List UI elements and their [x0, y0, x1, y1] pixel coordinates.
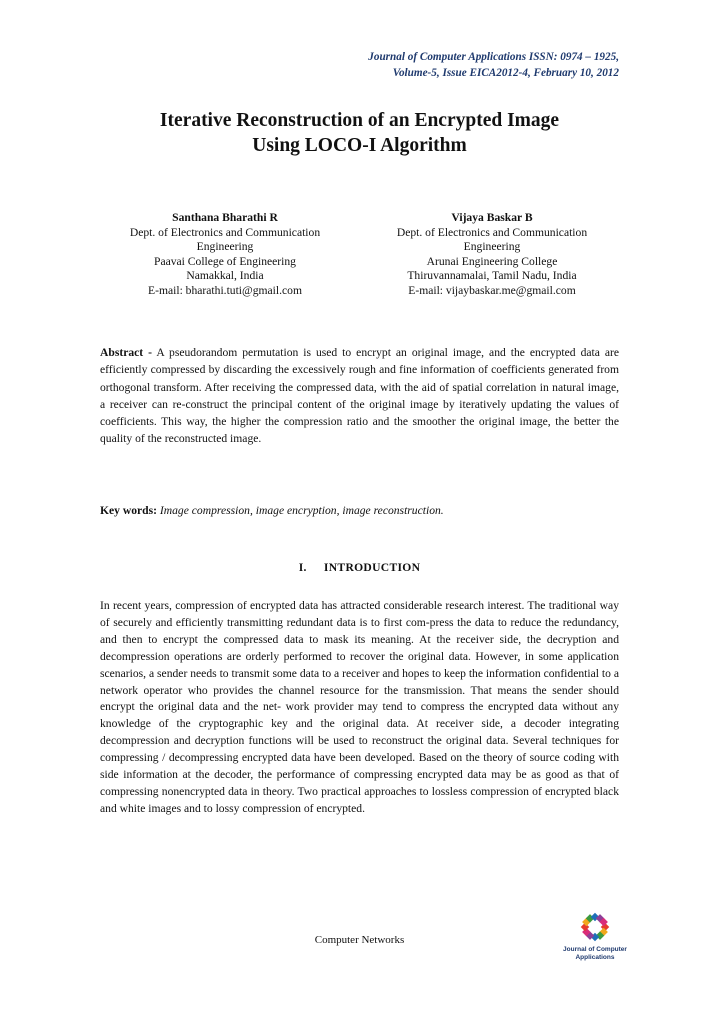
author-block-1 — [105, 211, 345, 299]
paper-title — [100, 108, 619, 158]
author-name: Santhana Bharathi R — [172, 211, 278, 224]
author-location: Thiruvannamalai, Tamil Nadu, India — [407, 269, 577, 283]
author-dept-cont: Engineering — [463, 240, 521, 254]
journal-issn-line: Journal of Computer Applications ISSN: 0974 – 1925, — [368, 51, 619, 63]
author-email: E-mail: vijaybaskar.me@gmail.com — [408, 283, 576, 297]
abstract-label: Abstract - — [100, 346, 152, 359]
intro-paragraph: In recent years, compression of encrypted data has attracted considerable research interest. The traditional way of securely and efficiently transmitting redundant data is to first com-press the data to reduce the redundancy, and then to encrypt the compressed data to mask its meaning. At the receiver side, the decryption and decompression operations are orderly performed to recover the original data. However, in some application scenarios, a sender needs to transmit some data to a receiver and hopes to keep the information confidential to a network operator who provides the channel resource for the transmission. That means the sender should encrypt the original data and the net- work provider may tend to compress the encrypted data without any knowledge of the cryptographic key and the original data. At receiver side, a decoder integrating decompression and decryption functions will be used to reconstruct the original data. Several techniques for compressing / decompressing encrypted data have been developed. Based on the theory of source coding with side information at the decoder, the performance of compressing encrypted data may be as good as that of compressing nonencrypted data in theory. Two practical approaches to lossless compression of encrypted black and white images and to lossy compression of encrypted. — [100, 599, 619, 815]
journal-logo-line-2: Applications — [575, 954, 615, 961]
paper-title-line-1: Iterative Reconstruction of an Encrypted Image — [159, 110, 560, 131]
author-email: E-mail: bharathi.tuti@gmail.com — [148, 283, 302, 297]
author-college: Paavai College of Engineering — [154, 254, 296, 268]
author-location: Namakkal, India — [186, 269, 264, 283]
journal-logo-text — [560, 946, 630, 962]
abstract — [100, 344, 619, 448]
journal-header — [368, 50, 619, 81]
journal-volume-line: Volume-5, Issue EICA2012-4, February 10, 2012 — [392, 66, 619, 79]
paper-title-line-2: Using LOCO-I Algorithm — [252, 135, 467, 156]
author-college: Arunai Engineering College — [426, 254, 558, 268]
keywords-text: Image compression, image encryption, image reconstruction. — [159, 504, 444, 517]
author-dept: Dept. of Electronics and Communication — [396, 225, 588, 239]
author-block-2 — [372, 211, 612, 299]
author-dept: Dept. of Electronics and Communication — [129, 225, 321, 239]
author-name: Vijaya Baskar B — [451, 211, 533, 224]
keywords — [100, 502, 619, 519]
keywords-label: Key words: — [100, 504, 157, 517]
journal-logo-line-1: Journal of Computer — [563, 946, 627, 953]
page-footer: Computer Networks — [314, 934, 405, 946]
section-heading — [100, 561, 619, 574]
section-number: I. — [298, 561, 307, 574]
journal-logo-icon — [578, 910, 612, 944]
author-dept-cont: Engineering — [196, 240, 254, 254]
abstract-text: A pseudorandom permutation is used to encrypt an original image, and the encrypted data are efficiently compressed by discarding the excessively rough and fine information of coefficients generated from orthogonal transform. After receiving the compressed data, with the aid of spatial correlation in natural image, a receiver can re-construct the principal content of the original image by iteratively updating the values of coefficients. This way, the higher the compression ratio and the smoother the original image, the better the quality of the reconstructed image. — [100, 346, 620, 446]
journal-logo — [560, 910, 630, 962]
section-title: INTRODUCTION — [323, 561, 421, 574]
